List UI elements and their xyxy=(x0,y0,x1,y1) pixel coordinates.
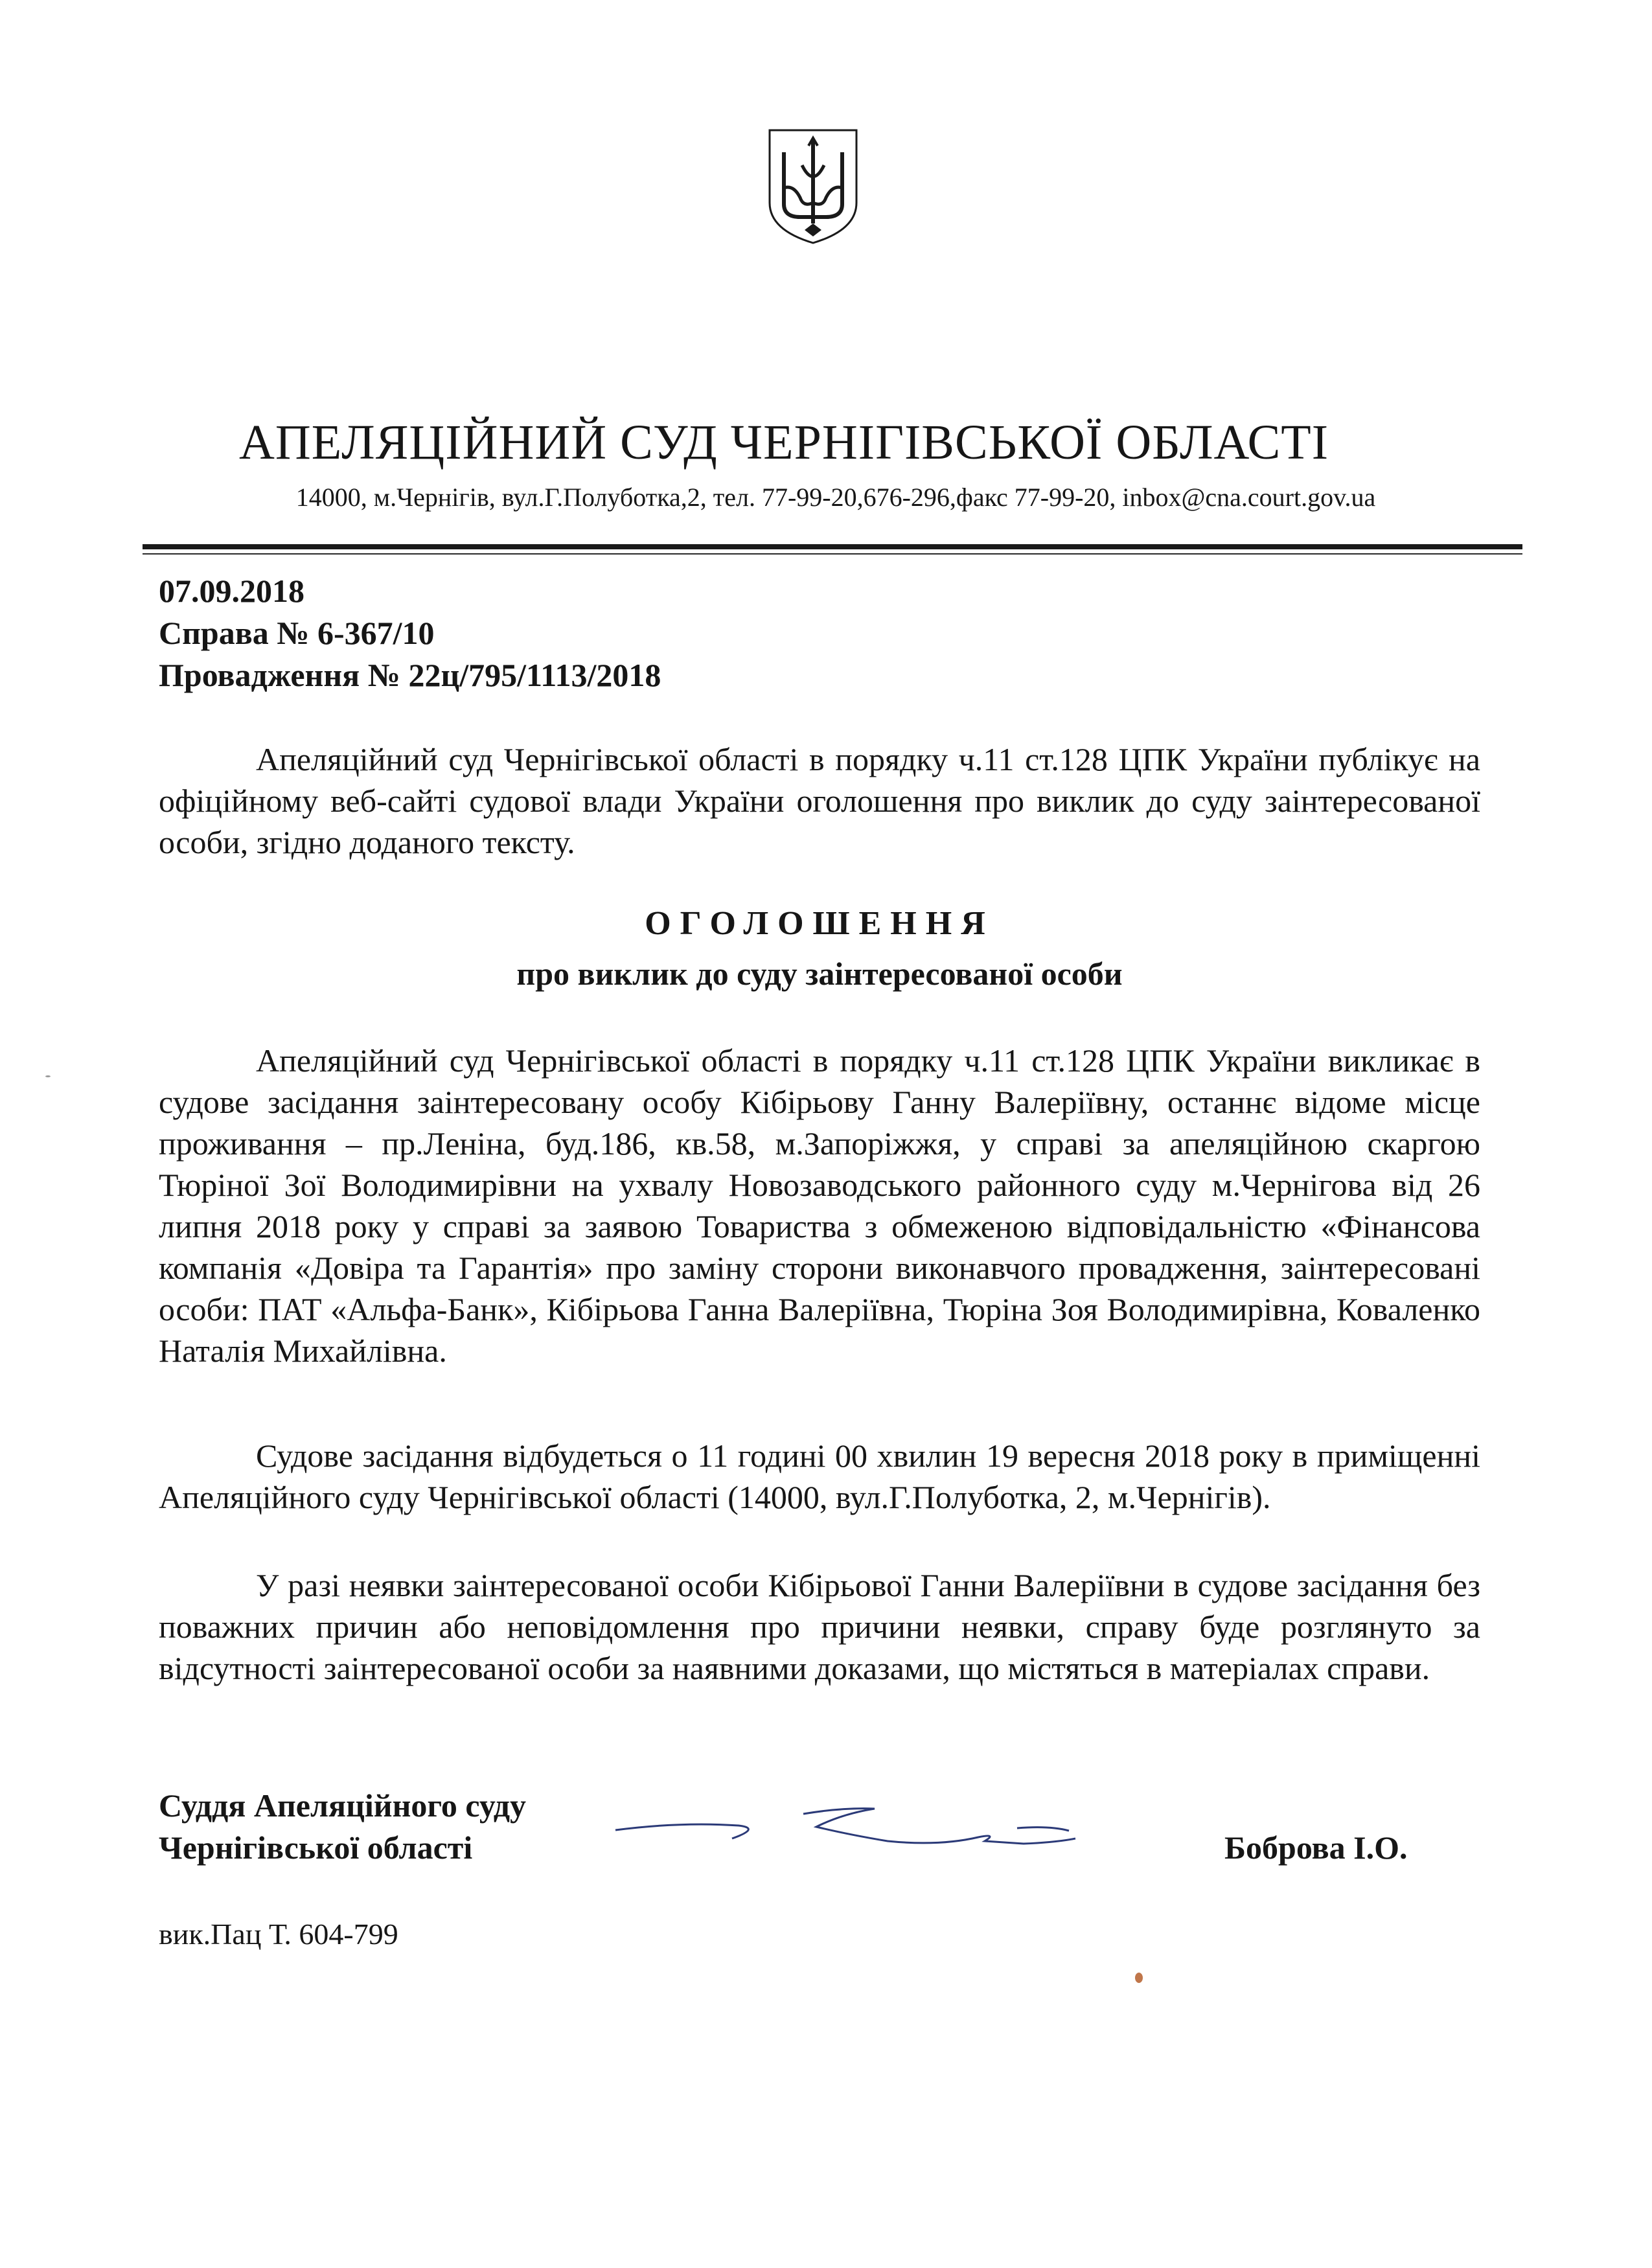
intro-paragraph: Апеляційний суд Чернігівської області в порядку ч.11 ст.128 ЦПК України публікує на офіційному веб-сайті судової влади України оголошення про виклик до суду заінтересованої особи, згідно доданого тексту. xyxy=(159,741,1480,860)
document-date: 07.09.2018 xyxy=(159,573,304,609)
notice-paragraph: Судове засідання відбудеться о 11 годині 00 хвилин 19 вересня 2018 року в приміщенні Апеляційного суду Чернігівської області (14000, вул.Г.Полуботка, 2, м.Чернігів). xyxy=(159,1438,1480,1515)
notice-paragraph: Апеляційний суд Чернігівської області в порядку ч.11 ст.128 ЦПК України викликає в судове засідання заінтересовану особу Кібірьову Ганну Валеріївну, останнє відоме місце проживання – пр.Леніна, буд.186, кв.58, м.Запоріжжя, у справі за апеляційною скаргою Тюріної Зої Володимирівни на ухвалу Новозаводського районного суду м.Чернігова від 26 липня 2018 року у справі за заявою Товариства з обмеженою відповідальністю «Фінансова компанія «Довіра та Гарантія» про заміну сторони виконавчого провадження, заінтересовані особи: ПАТ «Альфа-Банк», Кібірьова Ганна Валеріївна, Тюріна Зоя Володимирівна, Коваленко Наталія Михайлівна. xyxy=(159,1042,1480,1369)
court-name: АПЕЛЯЦІЙНИЙ СУД ЧЕРНІГІВСЬКОЇ ОБЛАСТІ xyxy=(238,415,1329,470)
header-divider-thin xyxy=(143,553,1522,555)
notice-paragraph: У разі неявки заінтересованої особи Кібірьової Ганни Валеріївни в судове засідання без поважних причин або неповідомлення про причини неявки, справу буде розглянуто за відсутності заінтересованої особи за наявними доказами, що містяться в матеріалах справи. xyxy=(159,1567,1480,1686)
header-divider xyxy=(143,544,1522,549)
judge-title-line: Чернігівської області xyxy=(159,1829,473,1866)
court-address: 14000, м.Чернігів, вул.Г.Полуботка,2, тел. 77-99-20,676-296,факс 77-99-20, inbox@cna.court.gov.ua xyxy=(295,483,1376,512)
case-meta xyxy=(159,570,661,696)
judge-title-line: Суддя Апеляційного суду xyxy=(159,1787,527,1824)
judge-title xyxy=(159,1785,526,1869)
judge-name: Боброва І.О. xyxy=(1224,1829,1408,1866)
notice-subtitle: про виклик до суду заінтересованої особи xyxy=(516,956,1123,992)
paper-speck xyxy=(45,1075,51,1077)
trident-emblem-icon xyxy=(764,126,862,246)
paper-speck xyxy=(1135,1973,1143,1983)
handwritten-signature-icon xyxy=(602,1788,1160,1866)
proceeding-number: Провадження № 22ц/795/1113/2018 xyxy=(159,657,661,693)
case-number: Справа № 6-367/10 xyxy=(159,615,435,651)
notice-title: ОГОЛОШЕННЯ xyxy=(645,905,994,942)
executor-note: вик.Пац Т. 604-799 xyxy=(159,1918,398,1951)
